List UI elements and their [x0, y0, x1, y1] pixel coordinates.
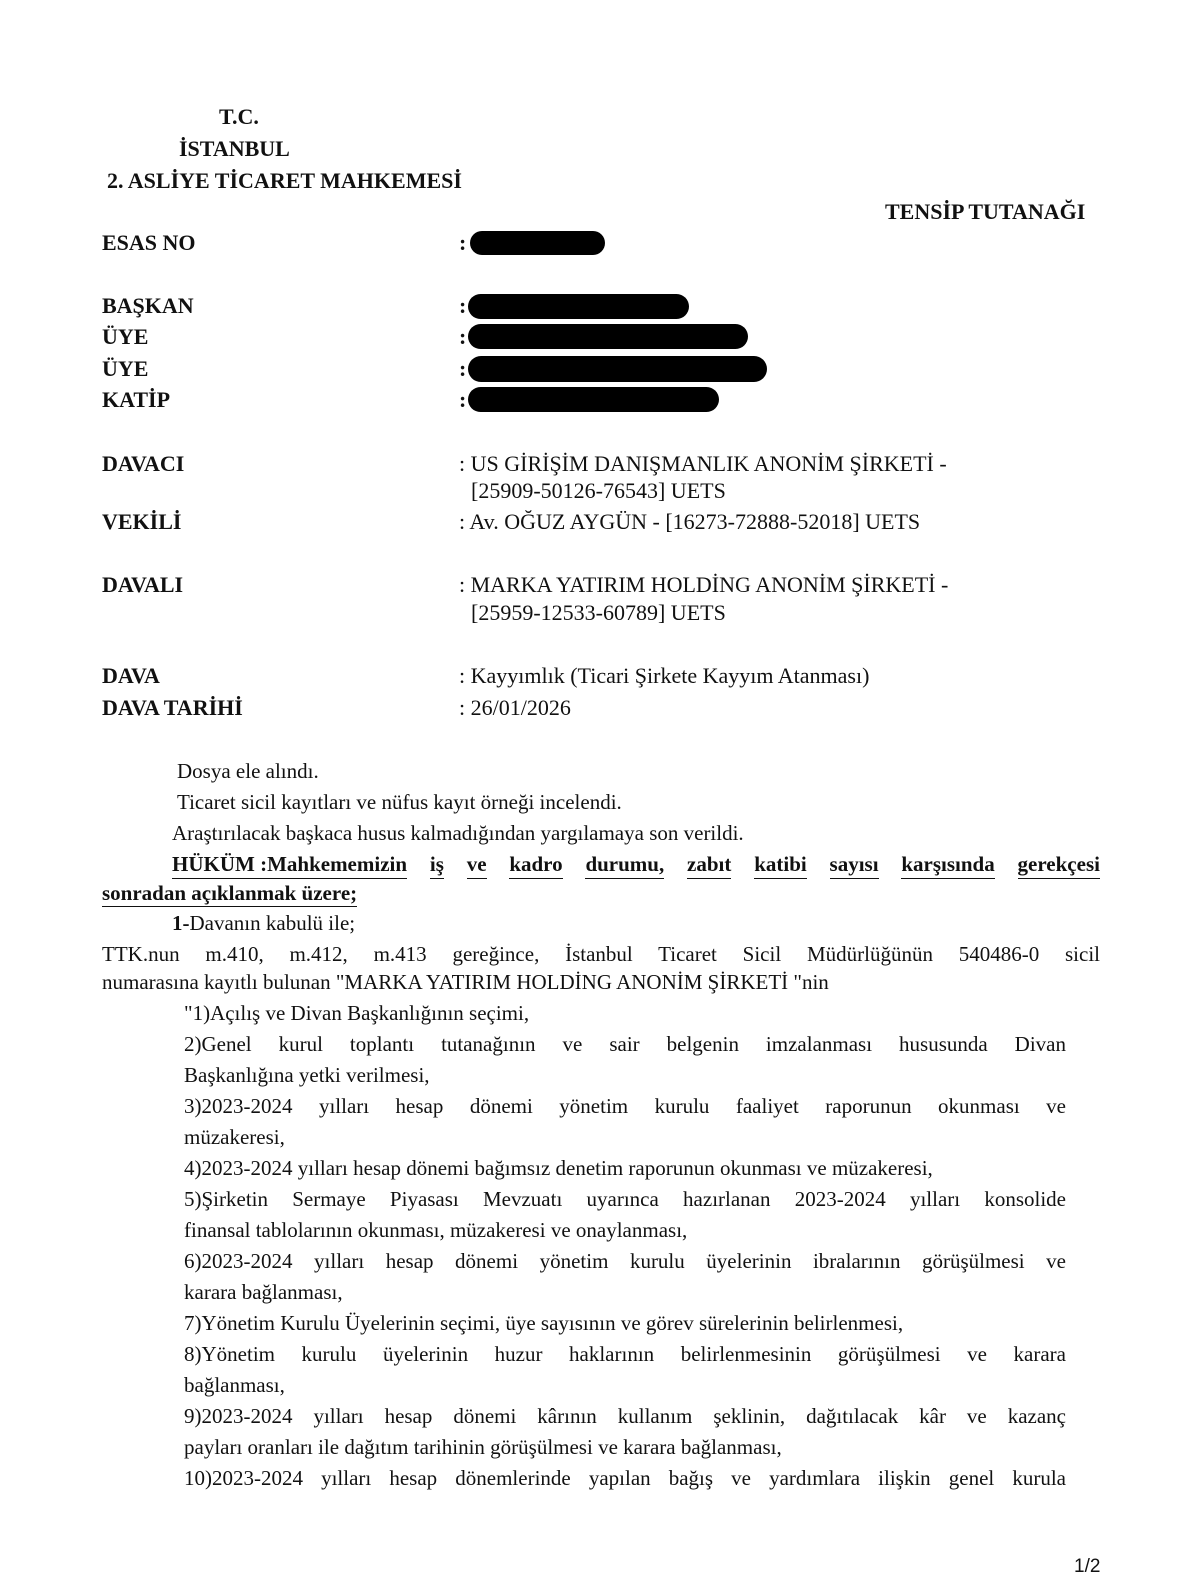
agenda-item-5: 5)Şirketin Sermaye Piyasası Mevzuatı uyarınca hazırlanan 2023-2024 yılları konsolide — [184, 1187, 1066, 1211]
hukum-word: sayısı — [830, 852, 879, 879]
agenda-item-9: 9)2023-2024 yılları hesap dönemi kârının kullanım şeklinin, dağıtılacak kâr ve kazanç — [184, 1404, 1066, 1428]
ttk-line-1: TTK.nun m.410, m.412, m.413 gereğince, İstanbul Ticaret Sicil Müdürlüğünün 540486-0 sicil — [102, 942, 1100, 966]
agenda-item-2: 2)Genel kurul toplantı tutanağının ve sair belgenin imzalanması hususunda Divan — [184, 1032, 1066, 1056]
value-davali: : MARKA YATIRIM HOLDİNG ANONİM ŞİRKETİ - — [459, 572, 949, 597]
hukum-word: karşısında — [901, 852, 994, 879]
value-dava-tarihi: : 26/01/2026 — [459, 695, 571, 720]
value-vekili: : Av. OĞUZ AYGÜN - [16273-72888-52018] UETS — [459, 509, 921, 534]
header-tc: T.C. — [219, 104, 259, 129]
colon-uye-2: : — [459, 356, 467, 381]
hukum-heading — [102, 852, 1100, 906]
redacted-uye-2 — [468, 356, 767, 382]
label-uye-2: ÜYE — [102, 356, 149, 381]
agenda-item-4: 4)2023-2024 yılları hesap dönemi bağımsız denetim raporunun okunması ve müzakeresi, — [184, 1156, 933, 1180]
hukum-word: ve — [467, 852, 487, 879]
label-vekili: VEKİLİ — [102, 509, 182, 534]
value-davali-uets: [25959-12533-60789] UETS — [471, 600, 726, 625]
agenda-item-3: 3)2023-2024 yılları hesap dönemi yönetim kurulu faaliyet raporunun okunması ve — [184, 1094, 1066, 1118]
label-baskan: BAŞKAN — [102, 293, 194, 318]
label-dava-tarihi: DAVA TARİHİ — [102, 695, 243, 720]
header-court: 2. ASLİYE TİCARET MAHKEMESİ — [107, 168, 462, 193]
agenda-item-2-cont: Başkanlığına yetki verilmesi, — [184, 1063, 430, 1087]
hukum-word: zabıt — [687, 852, 731, 879]
paragraph-dosya: Dosya ele alındı. — [177, 759, 319, 783]
hukum-word: iş — [430, 852, 444, 879]
redacted-baskan — [468, 294, 689, 319]
label-davali: DAVALI — [102, 572, 184, 597]
redacted-katip — [468, 387, 719, 412]
value-dava: : Kayyımlık (Ticari Şirkete Kayyım Atanması) — [459, 663, 870, 688]
label-davaci: DAVACI — [102, 451, 185, 476]
colon-uye-1: : — [459, 324, 467, 349]
hukum-word: kadro — [509, 852, 562, 879]
page-number: 1/2 — [1074, 1556, 1101, 1577]
agenda-item-5-cont: finansal tablolarının okunması, müzakeresi ve onaylanması, — [184, 1218, 688, 1242]
paragraph-arastirilacak: Araştırılacak başkaca husus kalmadığından yargılamaya son verildi. — [172, 821, 744, 845]
item-1-text: Davanın kabulü ile; — [189, 911, 356, 935]
agenda-item-3-cont: müzakeresi, — [184, 1125, 285, 1149]
redacted-uye-1 — [468, 324, 748, 349]
agenda-item-1: "1)Açılış ve Divan Başkanlığının seçimi, — [184, 1001, 530, 1025]
agenda-item-7: 7)Yönetim Kurulu Üyelerinin seçimi, üye sayısının ve görev sürelerinin belirlenmesi, — [184, 1311, 904, 1335]
hukum-word: HÜKÜM :Mahkememizin — [172, 852, 407, 879]
hukum-word: durumu, — [585, 852, 664, 879]
value-davaci-uets: [25909-50126-76543] UETS — [471, 478, 726, 503]
item-1-number: 1- — [172, 911, 190, 935]
label-uye-1: ÜYE — [102, 324, 149, 349]
item-1 — [172, 911, 355, 936]
agenda-item-6-cont: karara bağlanması, — [184, 1280, 343, 1304]
label-esas-no: ESAS NO — [102, 230, 196, 255]
header-city: İSTANBUL — [179, 136, 290, 161]
colon-baskan: : — [459, 293, 467, 318]
agenda-item-8: 8)Yönetim kurulu üyelerinin huzur haklarının belirlenmesinin görüşülmesi ve karara — [184, 1342, 1066, 1366]
colon-katip: : — [459, 387, 467, 412]
value-davaci: : US GİRİŞİM DANIŞMANLIK ANONİM ŞİRKETİ - — [459, 451, 947, 476]
ttk-line-2: numarasına kayıtlı bulunan "MARKA YATIRIM HOLDİNG ANONİM ŞİRKETİ "nin — [102, 970, 829, 994]
label-katip: KATİP — [102, 387, 171, 412]
agenda-list — [184, 998, 1066, 1494]
hukum-line-1 — [102, 852, 1100, 879]
redacted-esas-no — [470, 231, 605, 255]
agenda-item-9-cont: payları oranları ile dağıtım tarihinin görüşülmesi ve karara bağlanması, — [184, 1435, 782, 1459]
label-dava: DAVA — [102, 663, 160, 688]
hukum-word: gerekçesi — [1018, 852, 1100, 879]
agenda-item-8-cont: bağlanması, — [184, 1373, 285, 1397]
agenda-item-10: 10)2023-2024 yılları hesap dönemlerinde yapılan bağış ve yardımlara ilişkin genel kurula — [184, 1466, 1066, 1490]
hukum-word: katibi — [754, 852, 807, 879]
colon-esas-no: : — [459, 230, 467, 255]
paragraph-ticaret-sicil: Ticaret sicil kayıtları ve nüfus kayıt örneği incelendi. — [177, 790, 622, 814]
hukum-line-2: sonradan açıklanmak üzere; — [102, 881, 358, 905]
agenda-item-6: 6)2023-2024 yılları hesap dönemi yönetim kurulu üyelerinin ibralarının görüşülmesi ve — [184, 1249, 1066, 1273]
document-type: TENSİP TUTANAĞI — [885, 199, 1086, 224]
